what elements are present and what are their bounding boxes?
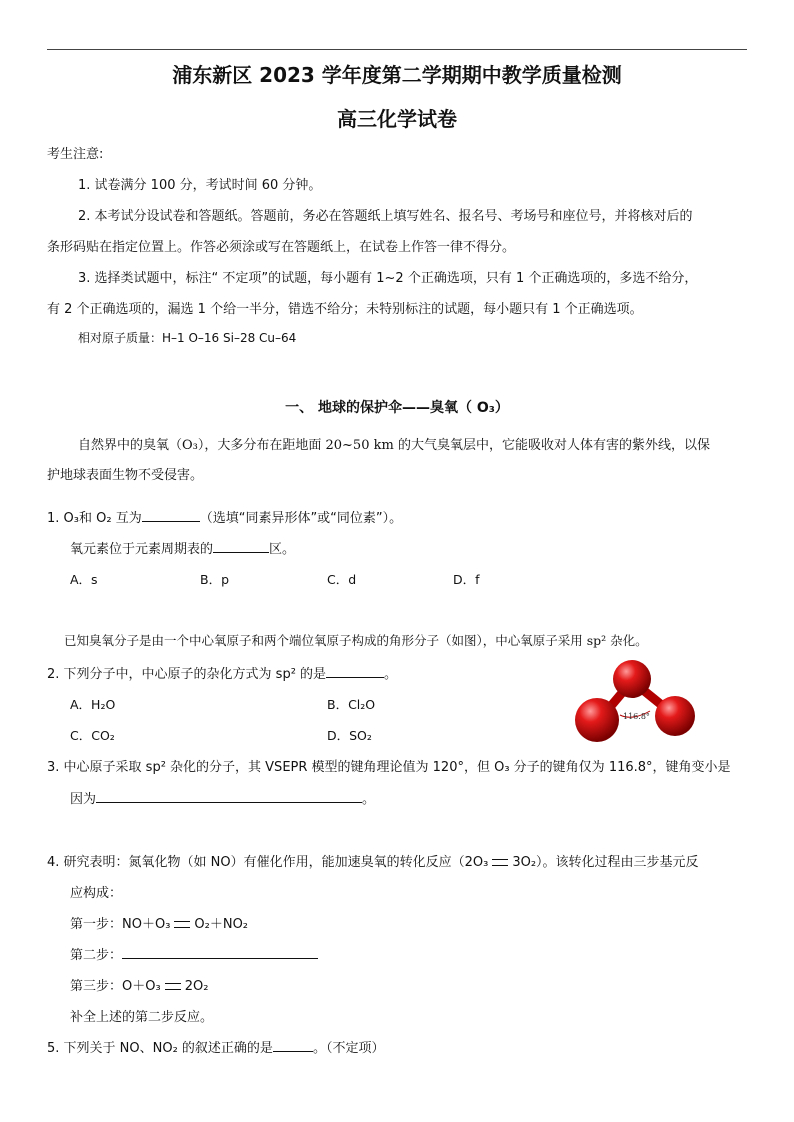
exam-title: 浦东新区 2023 学年度第二学期期中教学质量检测: [172, 63, 622, 87]
q2-option-c: C．CO₂: [70, 728, 115, 743]
ozone-molecule-figure: [570, 657, 700, 747]
q4-step1-b: O₂＋NO₂: [194, 917, 249, 932]
notice-item-2-line2: 条形码贴在指定位置上。作答必须涂或写在答题纸上，在试卷上作答一律不得分。: [47, 240, 516, 255]
notice-item-3-line1: 3. 选择类试题中，标注“ 不定项”的试题，每小题有 1~2 个正确选项，只有 1 个正确选项的，多选不给分，: [78, 271, 698, 286]
section-title: 一、 地球的保护伞——臭氧（ O₃）: [285, 400, 509, 416]
question-3-line2: [70, 788, 375, 807]
equals-sign-icon: [165, 983, 181, 990]
q2-option-b: B．Cl₂O: [327, 697, 376, 712]
q1-option-a: A．s: [70, 572, 98, 587]
question-3-line1: 3. 中心原子采取 sp² 杂化的分子，其 VSEPR 模型的键角理论值为 120°，但 O₃ 分子的键角仅为 116.8°，键角变小是: [47, 760, 731, 775]
question-1-sub: [70, 538, 295, 557]
q4-step3-a: 第三步：O＋O₃: [70, 979, 161, 994]
question-5: [47, 1037, 384, 1056]
oxygen-atom-left: [575, 698, 619, 742]
angle-label: 116.8°: [623, 712, 650, 721]
question-4-line1: [47, 851, 699, 870]
oxygen-atom-central: [613, 660, 651, 698]
q3-line2-b: 。: [362, 792, 376, 807]
q1-option-b: B．p: [200, 572, 230, 587]
notice-item-3-line2: 有 2 个正确选项的，漏选 1 个给一半分，错选不给分；未特别标注的试题，每小题只有 1 个正确选项。: [47, 302, 643, 317]
q2-stem-b: 。: [384, 667, 398, 682]
oxygen-atom-right: [655, 696, 695, 736]
q1-stem-a: 1. O₃和 O₂ 互为: [47, 511, 142, 526]
q4-step-3: [70, 975, 208, 994]
intro-line-1: 自然界中的臭氧（O₃），大多分布在距地面 20~50 km 的大气臭氧层中，它能吸收对人体有害的紫外线，以保: [78, 438, 710, 453]
q4-note: 补全上述的第二步反应。: [70, 1010, 214, 1025]
q4-step3-b: 2O₂: [184, 979, 209, 994]
intro-line-2: 护地球表面生物不受侵害。: [47, 468, 204, 483]
q1-stem-b: （选填“同素异形体”或“同位素”）。: [199, 511, 403, 526]
question-4-line2: 应构成：: [70, 886, 123, 901]
q4-step-2: [70, 944, 318, 963]
q5-stem-a: 5. 下列关于 NO、NO₂ 的叙述正确的是: [47, 1041, 273, 1056]
q4-line1-b: 3O₂）。该转化过程由三步基元反: [512, 855, 699, 870]
notice-item-2-line1: 2. 本考试分设试卷和答题纸。答题前，务必在答题纸上填写姓名、报名号、考场号和座位号，并将核对后的: [78, 209, 693, 224]
q2-blank[interactable]: [326, 665, 384, 678]
q1-sub-blank[interactable]: [213, 540, 269, 553]
q4-step1-a: 第一步：NO＋O₃: [70, 917, 171, 932]
q3-line2-a: 因为: [70, 792, 97, 807]
equals-sign-icon: [174, 921, 190, 928]
q1-option-d: D．f: [453, 572, 480, 587]
q5-stem-b: 。（不定项）: [312, 1041, 385, 1056]
q1-blank[interactable]: [142, 509, 200, 522]
q2-option-d: D．SO₂: [327, 728, 372, 743]
ozone-info: 已知臭氧分子是由一个中心氧原子和两个端位氧原子构成的角形分子（如图），中心氧原子采用 sp² 杂化。: [64, 633, 648, 648]
q1-sub-b: 区。: [269, 542, 296, 557]
q2-option-a: A．H₂O: [70, 697, 116, 712]
equals-sign-icon: [492, 859, 508, 866]
q3-blank[interactable]: [96, 790, 362, 803]
notice-heading: 考生注意:: [47, 147, 104, 162]
atomic-mass-line: 相对原子质量：H–1 O–16 Si–28 Cu–64: [78, 331, 297, 345]
q4-step2-label: 第二步：: [70, 948, 123, 963]
q1-sub-a: 氧元素位于元素周期表的: [70, 542, 214, 557]
exam-subtitle: 高三化学试卷: [337, 107, 457, 131]
q2-stem-a: 2. 下列分子中，中心原子的杂化方式为 sp² 的是: [47, 667, 327, 682]
q4-step-1: [70, 913, 248, 932]
q4-step2-blank[interactable]: [122, 946, 318, 959]
notice-item-1: 1. 试卷满分 100 分，考试时间 60 分钟。: [78, 178, 322, 193]
q1-option-c: C．d: [327, 572, 357, 587]
q5-blank[interactable]: [273, 1039, 313, 1052]
header-rule: [47, 49, 747, 50]
q4-line1-a: 4. 研究表明：氮氧化物（如 NO）有催化作用，能加速臭氧的转化反应（2O₃: [47, 855, 489, 870]
question-2: [47, 663, 397, 682]
question-1: [47, 507, 402, 526]
